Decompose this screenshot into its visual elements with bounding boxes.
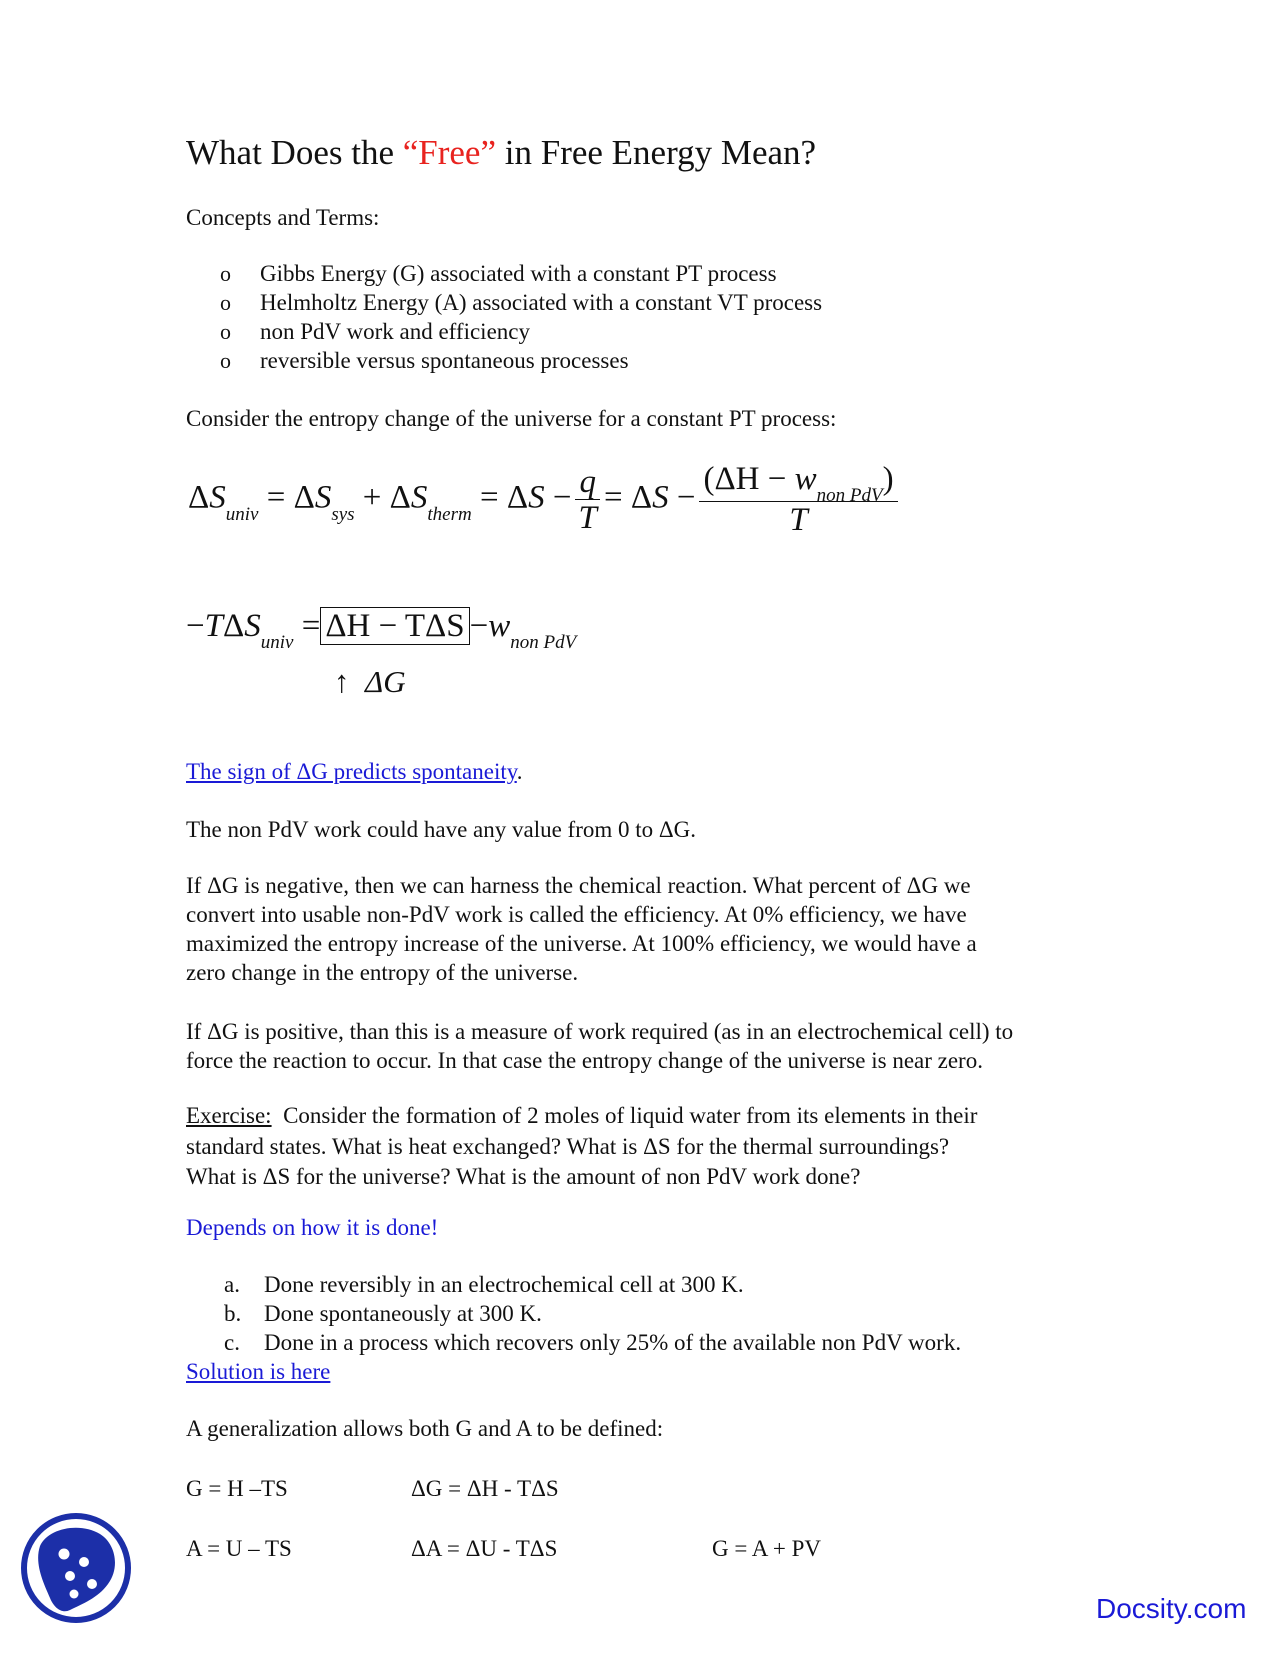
- delta-g-annotation: ↑ ΔG: [334, 664, 406, 699]
- concept-item: o non PdV work and efficiency: [220, 319, 530, 344]
- exercise-label: Exercise:: [186, 1103, 272, 1128]
- entropy-equation: $\Delta S_{univ} = \Delta S_{sys} + \Delta S_{therm} = \Delta S$ − $\frac{q}{T}$ = ΔS − $\frac{(\Delta H - w_{non PdV})}{T}$: [188, 462, 902, 538]
- case-item: b. Done spontaneously at 300 K.: [224, 1301, 542, 1326]
- def-delta-a: ΔA = ΔU - TΔS: [411, 1536, 558, 1561]
- def-delta-g: ΔG = ΔH - TΔS: [411, 1476, 559, 1501]
- def-g-a-pv: G = A + PV: [712, 1536, 822, 1561]
- case-item: a. Done reversibly in an electrochemical cell at 300 K.: [224, 1272, 744, 1297]
- concept-item: o Gibbs Energy (G) associated with a constant PT process: [220, 261, 777, 286]
- delta-g-box: ΔH − TΔS: [320, 607, 469, 645]
- def-g: G = H –TS: [186, 1476, 288, 1501]
- sign-link[interactable]: The sign of ΔG predicts spontaneity: [186, 759, 517, 784]
- docsity-logo-icon: [20, 1512, 132, 1624]
- generalization-text: A generalization allows both G and A to be defined:: [186, 1416, 664, 1441]
- sign-line: The sign of ΔG predicts spontaneity.: [186, 759, 523, 784]
- depends-note: Depends on how it is done!: [186, 1215, 439, 1240]
- nonpdv-paragraph: The non PdV work could have any value from 0 to ΔG.: [186, 817, 697, 842]
- concept-item: o reversible versus spontaneous processes: [220, 348, 629, 373]
- free-energy-equation: $-T\Delta S_{univ} = \Delta H - T\Delta S -w_{non PdV}$: [186, 608, 577, 653]
- title-part1: What Does the: [186, 133, 403, 172]
- consider-text: Consider the entropy change of the universe for a constant PT process:: [186, 406, 837, 431]
- work-fraction: $\frac{(\Delta H - w_{non PdV})}{T}$: [699, 462, 897, 538]
- concept-item: o Helmholtz Energy (A) associated with a constant VT process: [220, 290, 823, 315]
- docsity-watermark[interactable]: Docsity.com: [1096, 1593, 1247, 1624]
- q-over-t-fraction: $\frac{q}{T}$: [575, 465, 600, 536]
- page-title: [186, 133, 816, 173]
- exercise-paragraph: Exercise: Consider the formation of 2 moles of liquid water from its elements in their standard states. What is heat exchanged? What is ΔS for the thermal surroundings? What is ΔS for the universe? What is the amount of non PdV work done?: [186, 1103, 978, 1189]
- title-free-highlight: “Free”: [402, 133, 496, 172]
- def-a: A = U – TS: [186, 1536, 292, 1561]
- positive-paragraph: If ΔG is positive, than this is a measure of work required (as in an electrochemical cell) to force the reaction to occur. In that case the entropy change of the universe is near zero.: [186, 1019, 1014, 1073]
- solution-link[interactable]: Solution is here: [186, 1359, 331, 1384]
- up-arrow-icon: ↑: [334, 664, 350, 699]
- concepts-heading: Concepts and Terms:: [186, 205, 380, 230]
- negative-paragraph: If ΔG is negative, then we can harness the chemical reaction. What percent of ΔG we convert into usable non-PdV work is called the efficiency. At 0% efficiency, we have maximized the entropy increase of the universe. At 100% efficiency, we would have a zero change in the entropy of the universe.: [186, 873, 977, 985]
- title-part2: in Free Energy Mean?: [496, 133, 817, 172]
- case-item: c. Done in a process which recovers only 25% of the available non PdV work.: [224, 1330, 962, 1355]
